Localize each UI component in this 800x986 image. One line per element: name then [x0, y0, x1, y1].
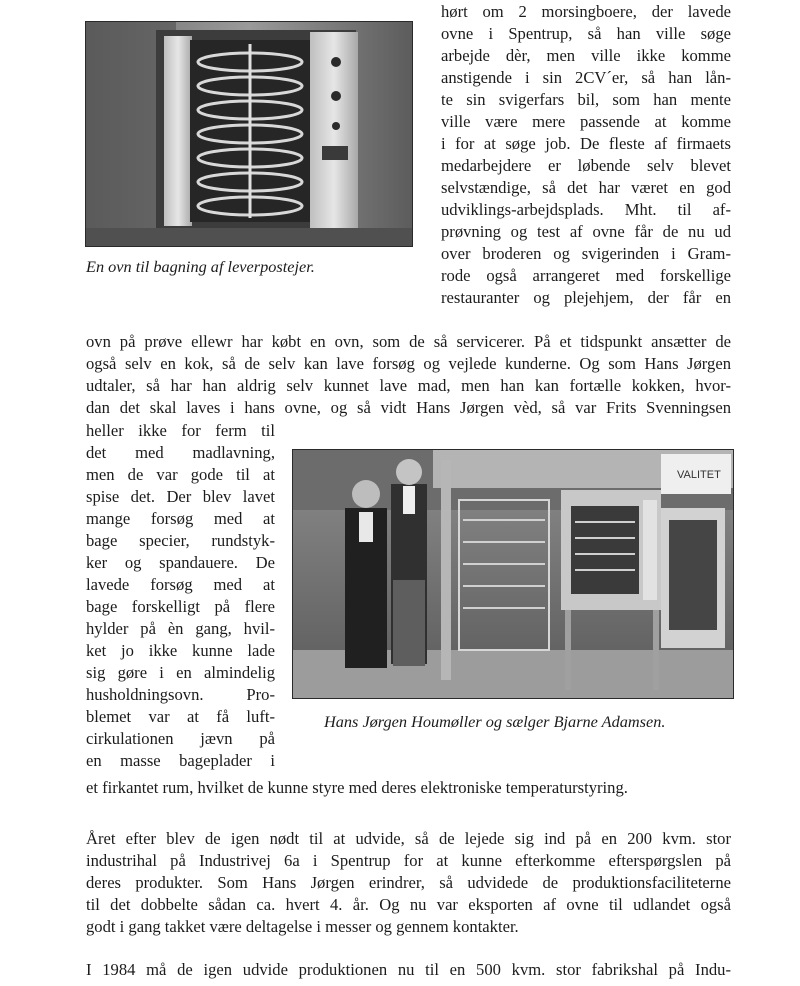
text-line: anstigende i sin 2CV´er, så han lån- — [441, 68, 731, 87]
text-line: det med madlavning, — [86, 443, 275, 462]
text-line: en masse bageplader i — [86, 751, 275, 770]
text-line: over broderen og svigerinden i Gram- — [441, 244, 731, 263]
text-line: selvstændige, så det har været en god — [441, 178, 731, 197]
oven-photo-caption: En ovn til bagning af leverpostejer. — [86, 257, 315, 276]
people-photo-caption: Hans Jørgen Houmøller og sælger Bjarne Adamsen. — [324, 712, 666, 731]
people-photo — [292, 449, 734, 699]
text-line: Året efter blev de igen nødt til at udvide, så de lejede sig ind på en 200 kvm. stor — [86, 829, 731, 848]
text-line: lavede forsøg med at — [86, 575, 275, 594]
text-line: medarbejdere er løbende selv blevet — [441, 156, 731, 175]
text-line: ker og spandauere. De — [86, 553, 275, 572]
text-line: ovne i Spentrup, så han ville søge — [441, 24, 731, 43]
text-line: ville være mere passende at komme — [441, 112, 731, 131]
text-line: heller ikke for ferm til — [86, 421, 275, 440]
text-line: I 1984 må de igen udvide produktionen nu til en 500 kvm. stor fabrikshal på Indu- — [86, 960, 731, 979]
text-line: ovn på prøve ellewr har købt en ovn, som de så servicerer. På et tidspunkt ansætter de — [86, 332, 731, 351]
text-line: sig gøre i en almindelig — [86, 663, 275, 682]
text-line: rode også arrangeret med forskellige — [441, 266, 731, 285]
text-line: men de var gode til at — [86, 465, 275, 484]
text-line: til det dobbelte sådan ca. hvert 4. år. Og nu var eksporten af ovne til udlandet også — [86, 895, 731, 914]
text-line: industrihal på Industrivej 6a i Spentrup for at kunne efterkomme efterspørgslen på — [86, 851, 731, 870]
text-line: bage specier, rundstyk- — [86, 531, 275, 550]
text-line: spise det. Der blev lavet — [86, 487, 275, 506]
text-line: godt i gang takket være deltagelse i messer og gennem kontakter. — [86, 917, 519, 936]
valitet-sign-text: VALITET — [677, 469, 721, 481]
text-line: mange forsøg med at — [86, 509, 275, 528]
text-line: hørt om 2 morsingboere, der lavede — [441, 2, 731, 21]
text-line: prøvning og test af ovne får de nu ud — [441, 222, 731, 241]
text-line: restauranter og plejehjem, der får en — [441, 288, 731, 307]
text-line: cirkulationen jævn på — [86, 729, 275, 748]
text-line: i for at søge job. De fleste af firmaets — [441, 134, 731, 153]
text-line: husholdningsovn. Pro- — [86, 685, 275, 704]
text-line: ket jo ikke kunne lade — [86, 641, 275, 660]
text-line: udviklings-arbejdsplads. Mht. til af- — [441, 200, 731, 219]
text-line: bage forskelligt på flere — [86, 597, 275, 616]
text-line: blemet var at få luft- — [86, 707, 275, 726]
text-line: te sin svigerfars bil, som han mente — [441, 90, 731, 109]
text-line: arbejde dèr, men ville ikke komme — [441, 46, 731, 65]
oven-photo — [85, 21, 413, 247]
text-line: udtaler, så har han aldrig selv kunnet lave mad, men han kan fortælle kokken, hvor- — [86, 376, 731, 395]
text-line: deres produkter. Som Hans Jørgen erindrer, så udvidede de produktionsfaciliteterne — [86, 873, 731, 892]
text-line: hylder på èn gang, hvil- — [86, 619, 275, 638]
text-line: også selv en kok, så de selv kan lave forsøg og vejlede kunderne. Og som Hans Jørgen — [86, 354, 731, 373]
text-line: et firkantet rum, hvilket de kunne styre med deres elektroniske temperaturstyring. — [86, 778, 628, 797]
text-line: dan det skal laves i hans ovne, og så vidt Hans Jørgen vèd, så var Frits Svenningsen — [86, 398, 731, 417]
